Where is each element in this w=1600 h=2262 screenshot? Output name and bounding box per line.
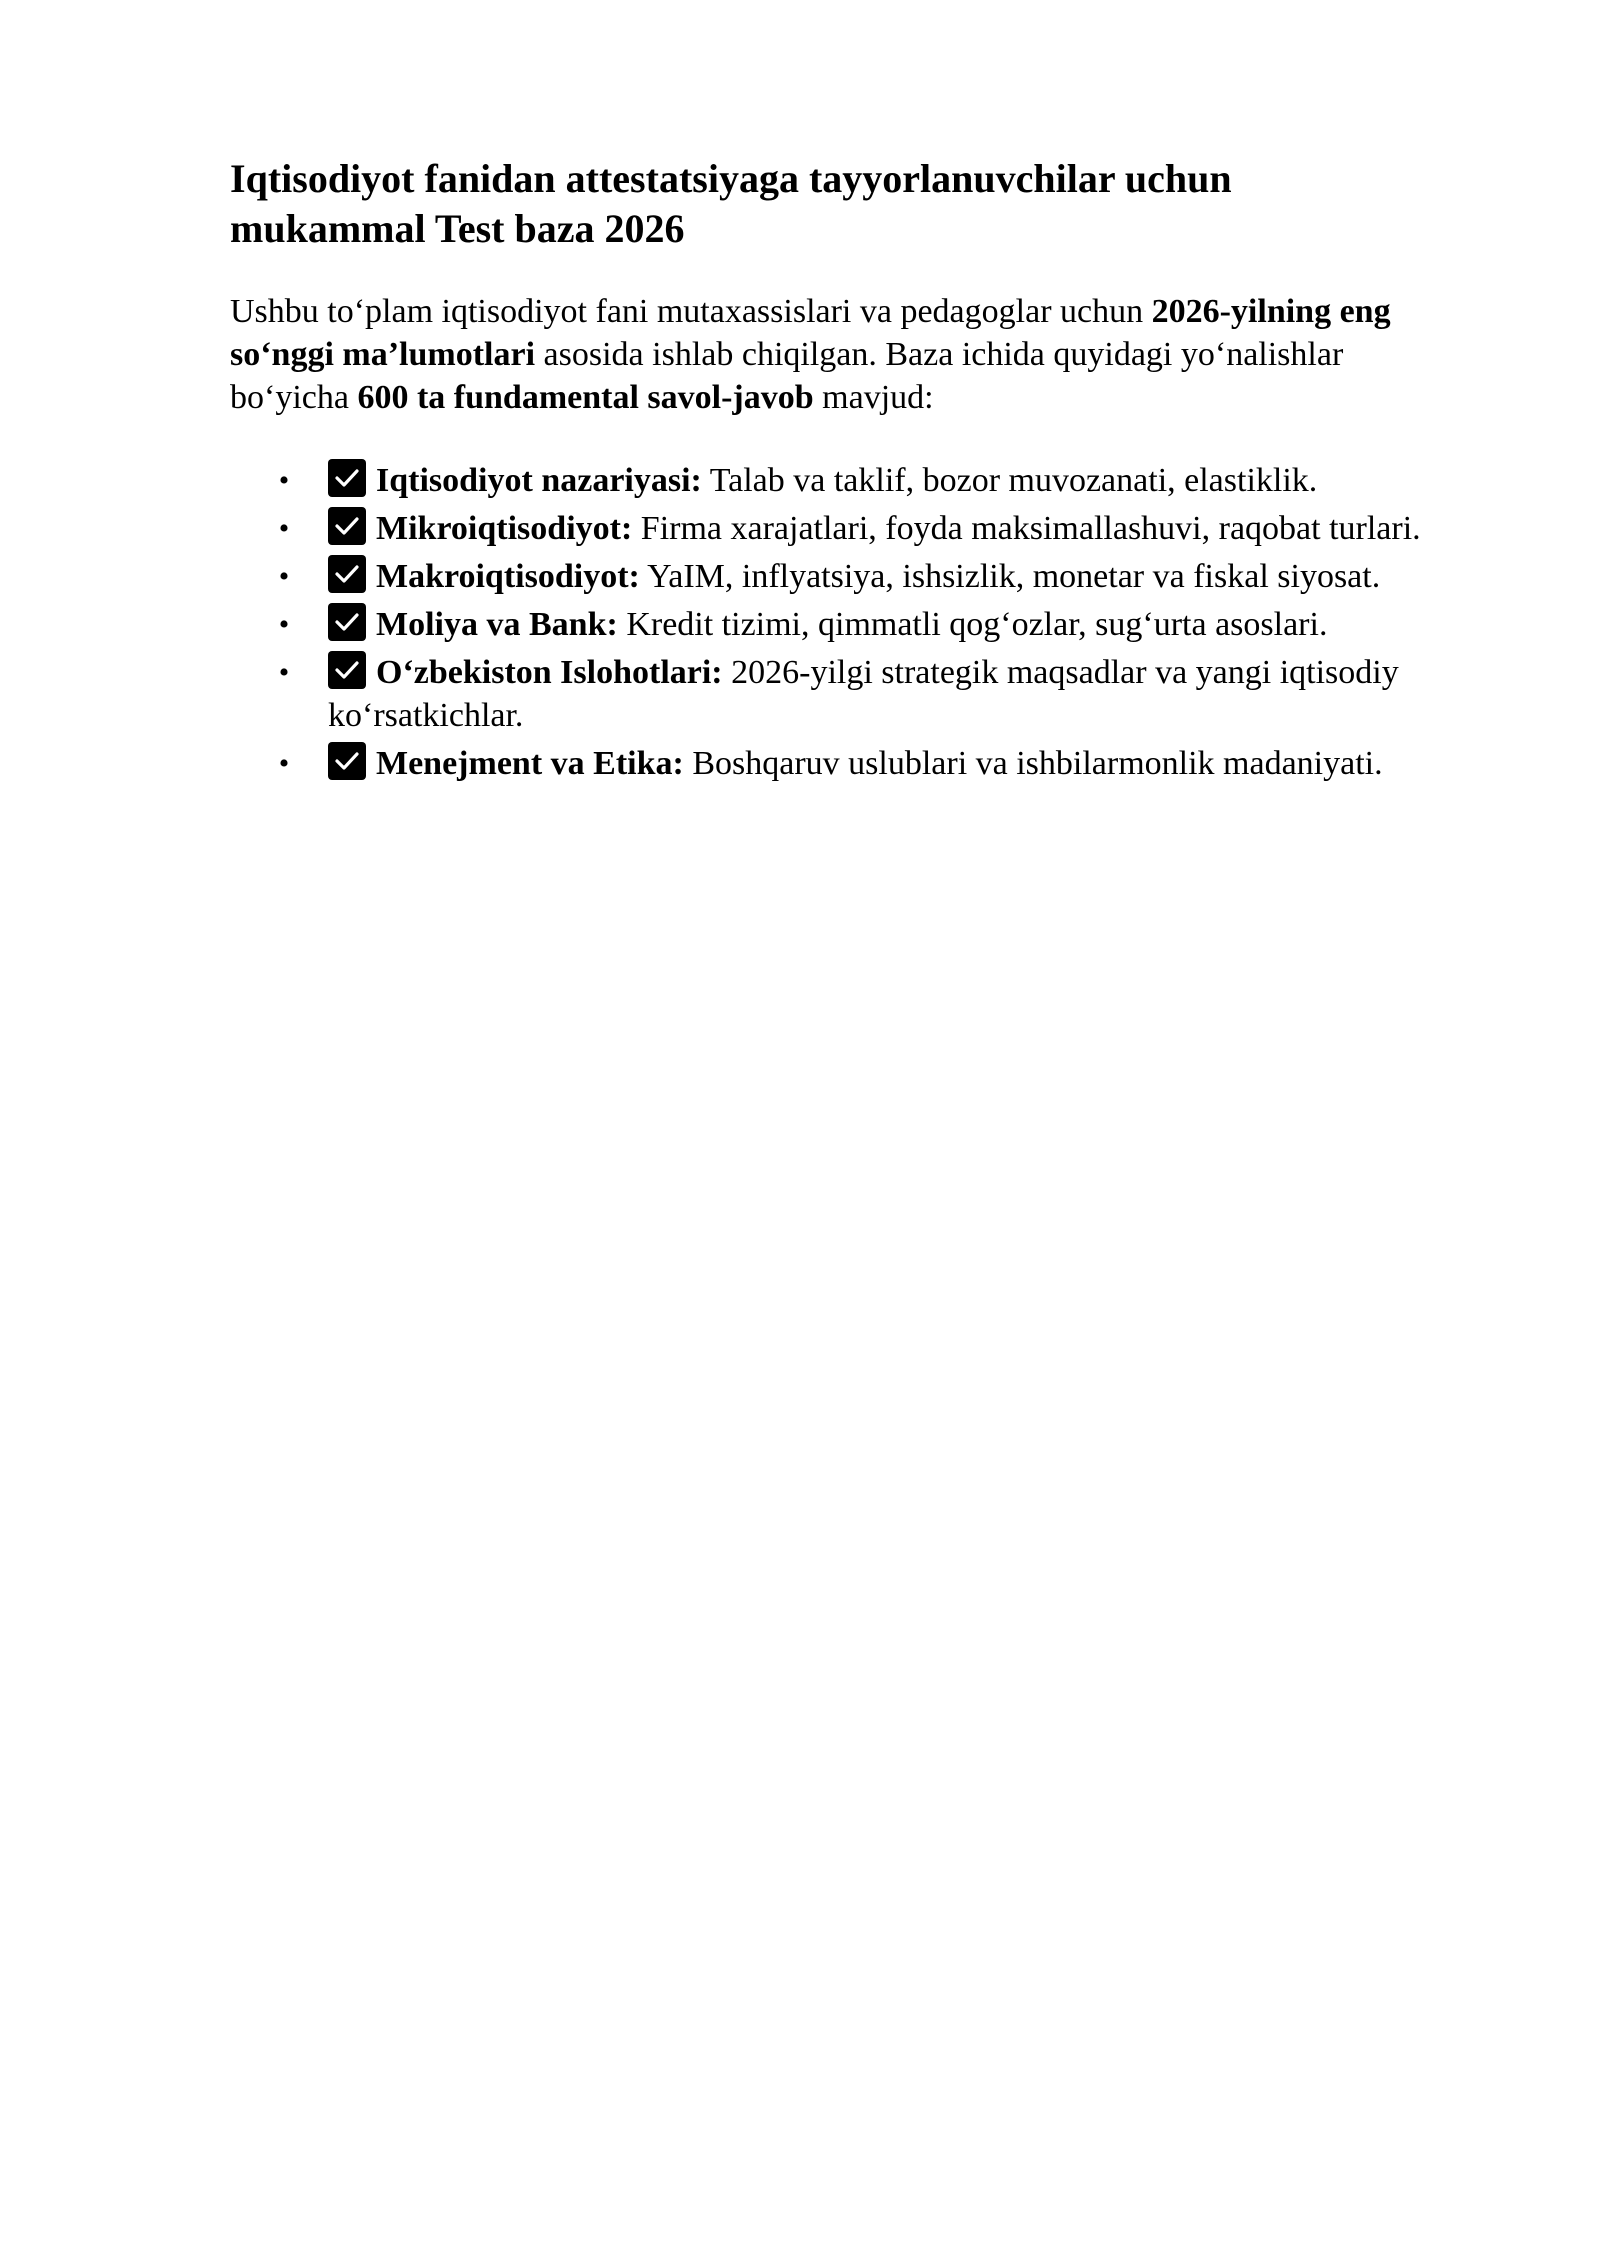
bullet-icon: • [278,656,290,689]
list-item-label: Mikroiqtisodiyot: [376,510,633,547]
intro-text-2: asosida ishlab chiqilgan. Baza ichida quyidagi yo‘nalishlar bo‘yicha [230,336,1344,416]
bullet-icon: • [278,560,290,593]
checkbox-icon [328,555,366,593]
intro-bold-2: 600 ta fundamental savol-javob [357,379,814,416]
page-title: Iqtisodiyot fanidan attestatsiyaga tayyorlanuvchilar uchun mukammal Test baza 2026 [230,156,1232,251]
list-item-label: Menejment va Etika: [376,745,684,782]
list-item-label: O‘zbekiston Islohotlari: [376,654,723,691]
list-item-text: 2026-yilgi strategik maqsadlar va yangi iqtisodiy ko‘rsatkichlar. [328,654,1399,734]
list-item-text: YaIM, inflyatsiya, ishsizlik, monetar va fiskal siyosat. [639,558,1381,595]
list-item [278,459,1468,502]
checkbox-icon [328,651,366,689]
list-item [278,507,1468,550]
list-item-label: Iqtisodiyot nazariyasi: [376,462,702,499]
list-item [278,651,1468,737]
checkbox-icon [328,507,366,545]
intro-text-1: Ushbu to‘plam iqtisodiyot fani mutaxassislari va pedagoglar uchun [230,293,1152,330]
intro-paragraph [230,290,1470,419]
intro-bold-1: 2026-yilning eng so‘nggi ma’lumotlari [230,293,1391,373]
list-item-text: Firma xarajatlari, foyda maksimallashuvi, raqobat turlari. [632,510,1421,547]
list-item-label: Makroiqtisodiyot: [376,558,640,595]
list-item-label: Moliya va Bank: [376,606,618,643]
intro-text-3: mavjud: [813,379,934,416]
list-item [278,742,1468,785]
bullet-icon: • [278,747,290,780]
bullet-icon: • [278,608,290,641]
bullet-icon: • [278,512,290,545]
topics-list [230,459,1468,785]
list-item [278,603,1468,646]
list-item-text: Kredit tizimi, qimmatli qog‘ozlar, sug‘urta asoslari. [617,606,1328,643]
checkbox-icon [328,603,366,641]
bullet-icon: • [278,464,290,497]
list-item-text: Boshqaruv uslublari va ishbilarmonlik madaniyati. [683,745,1383,782]
list-item-text: Talab va taklif, bozor muvozanati, elastiklik. [701,462,1318,499]
checkbox-icon [328,459,366,497]
list-item [278,555,1468,598]
checkbox-icon [328,742,366,780]
